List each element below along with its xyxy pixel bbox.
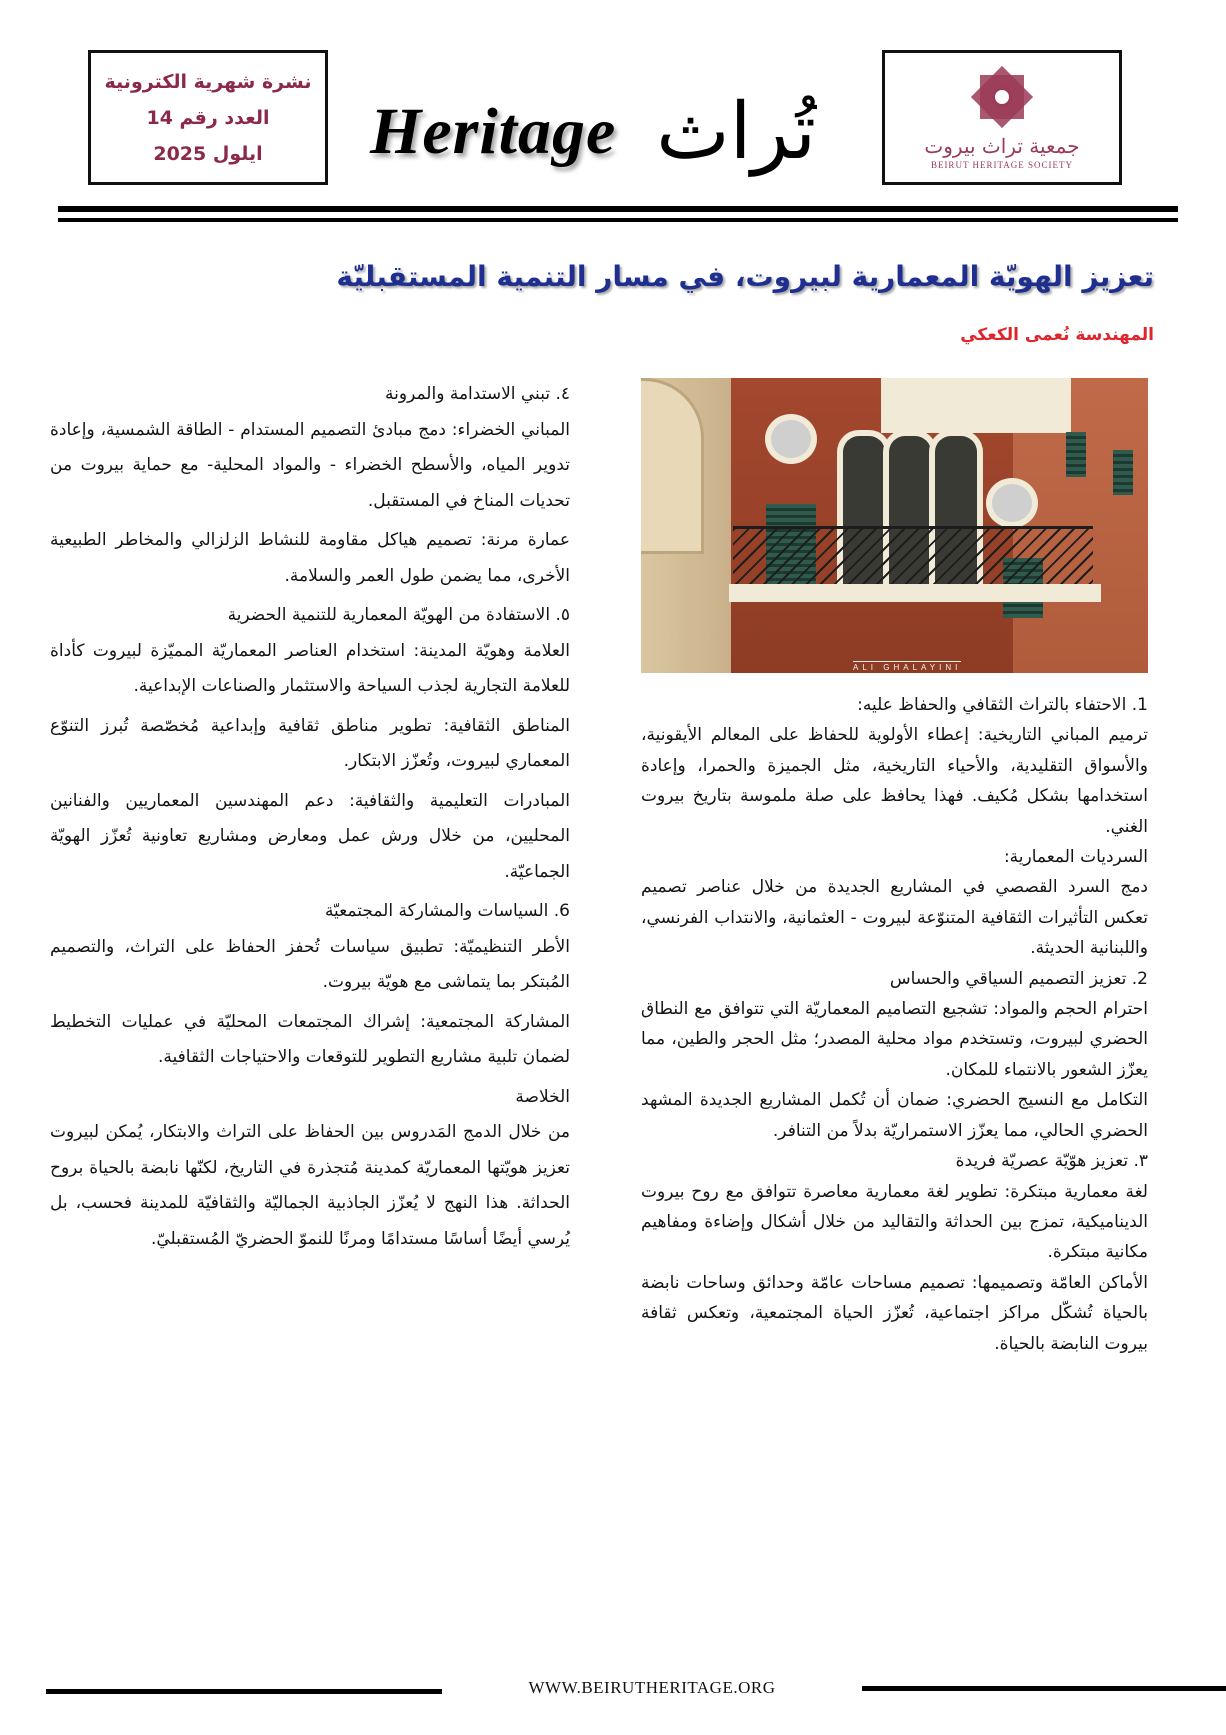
paragraph: من خلال الدمج المَدروس بين الحفاظ على التراث والابتكار، يُمكن لبيروت تعزيز هويّتها المعماريّة كمدينة مُتجذرة في التاريخ، لكنّها نابضة بالحياة بروح الحداثة. هذا النهج لا يُعزّز الجاذبية الجماليّة والثقافيّة للمدينة فحسب، بل يُرسي أيضًا أساسًا مستدامًا ومرنًا للنموّ الحضريّ المُستقبليّ. (50, 1122, 570, 1249)
website-link[interactable]: WWW.BEIRUTHERITAGE.ORG (528, 1678, 776, 1697)
issue-info-box (88, 50, 328, 185)
paragraph: ترميم المباني التاريخية: إعطاء الأولوية للحفاظ على المعالم الأيقونية، والأسواق التقليدية، والأحياء التاريخية، مثل الجميزة والحمرا، وإعادة استخدامها بشكل مُكيف. فهذا يحافظ على صلة ملموسة بتاريخ بيروت الغني. (641, 725, 1148, 837)
building-photo (641, 378, 1148, 673)
paragraph: الأطر التنظيميّة: تطبيق سياسات تُحفز الحفاظ على التراث، والتصميم المُبتكر بما يتماشى مع هويّة بيروت. (50, 936, 570, 992)
photo-credit: ALI GHALAYINI (853, 663, 962, 672)
society-name-en: BEIRUT HERITAGE SOCIETY (930, 159, 1074, 170)
paragraph: لغة معمارية مبتكرة: تطوير لغة معمارية معاصرة تتوافق مع روح بيروت الديناميكية، تمزج بين الحداثة والتقاليد من خلال أشكال وإضاءة ومفاهيم مكانية مبتكرة. (641, 1181, 1148, 1263)
section-heading: 1. الاحتفاء بالتراث الثقافي والحفاظ عليه: (857, 695, 1148, 715)
newsletter-type: نشرة شهرية الكترونية (104, 70, 312, 93)
society-logo (882, 50, 1122, 185)
article-title: تعزيز الهويّة المعمارية لبيروت، في مسار التنمية المستقبليّة (336, 260, 1154, 293)
section-heading: ٤. تبني الاستدامة والمرونة (385, 384, 570, 404)
section-heading: ٣. تعزيز هوّيّة عصريّة فريدة (955, 1151, 1148, 1172)
paragraph: دمج السرد القصصي في المشاريع الجديدة من خلال عناصر تصميم تعكس التأثيرات الثقافية المتنوّعة لبيروت - العثمانية، والانتداب الفرنسي، واللبنانية الحديثة. (641, 877, 1148, 959)
brand-title-ar: تُراث (656, 87, 817, 177)
section-heading: ٥. الاستفادة من الهويّة المعمارية للتنمية الحضرية (227, 605, 570, 625)
paragraph: الأماكن العامّة وتصميمها: تصميم مساحات عامّة وحدائق وساحات نابضة بالحياة تُشكّل مراكز اجتماعية، تُعزّز الحياة المجتمعية، وتعكس ثقافة بيروت النابضة بالحياة. (641, 1272, 1148, 1354)
section-heading: السرديات المعمارية: (1003, 847, 1148, 868)
paragraph: المبادرات التعليمية والثقافية: دعم المهندسين المعماريين والفنانين المحليين، من خلال ورش عمل ومعارض ومشاريع تعاونية تُعزّز الهويّة الجماعيّة. (50, 790, 570, 882)
section-heading: الخلاصة (515, 1086, 570, 1107)
footer-divider-left (46, 1689, 442, 1694)
article-column-right (641, 690, 1148, 1359)
section-heading: 6. السياسات والمشاركة المجتمعيّة (324, 901, 570, 921)
paragraph: المباني الخضراء: دمج مبادئ التصميم المستدام - الطاقة الشمسية، وإعادة تدوير المياه، والأسطح الخضراء - والمواد المحلية- مع حماية بيروت من تحديات المناخ في المستقبل. (50, 419, 570, 511)
issue-date: ايلول 2025 (153, 142, 263, 165)
paragraph: العلامة وهويّة المدينة: استخدام العناصر المعماريّة المميّزة لبيروت كأداة للعلامة التجارية لجذب السياحة والاستثمار والصناعات الإبداعية. (50, 640, 570, 696)
rosette-ornament-icon (971, 66, 1033, 128)
brand-title-en: Heritage (370, 95, 617, 168)
newsletter-brand (370, 72, 816, 192)
footer-divider-right (862, 1686, 1226, 1691)
article-column-left (50, 377, 570, 1261)
paragraph: المشاركة المجتمعية: إشراك المجتمعات المحليّة في عمليات التخطيط لضمان تلبية مشاريع التطوير للتوقعات والاحتياجات الثقافية. (50, 1011, 570, 1067)
section-heading: 2. تعزيز التصميم السياقي والحساس (889, 968, 1148, 989)
paragraph: المناطق الثقافية: تطوير مناطق ثقافية وإبداعية مُخصّصة تُبرز التنوّع المعماري لبيروت، وتُعزّز الابتكار. (50, 715, 570, 771)
header-divider-thin (58, 218, 1178, 222)
paragraph: احترام الحجم والمواد: تشجيع التصاميم المعماريّة التي تتوافق مع النطاق الحضري لبيروت، وتستخدم مواد محلية المصدر؛ مثل الحجر والطين، مما يعزّز الشعور بالانتماء للمكان. (641, 999, 1148, 1080)
paragraph: التكامل مع النسيج الحضري: ضمان أن تُكمل المشاريع الجديدة المشهد الحضري الحالي، مما يعزّز الاستمراريّة بدلاً من التنافر. (641, 1090, 1148, 1141)
header-divider-thick (58, 206, 1178, 212)
article-author: المهندسة نُعمى الكعكي (960, 325, 1154, 345)
issue-number: العدد رقم 14 (146, 106, 270, 129)
society-name-ar: جمعية تراث بيروت (924, 133, 1080, 158)
paragraph: عمارة مرنة: تصميم هياكل مقاومة للنشاط الزلزالي والمخاطر الطبيعية الأخرى، مما يضمن طول العمر والسلامة. (50, 530, 570, 586)
